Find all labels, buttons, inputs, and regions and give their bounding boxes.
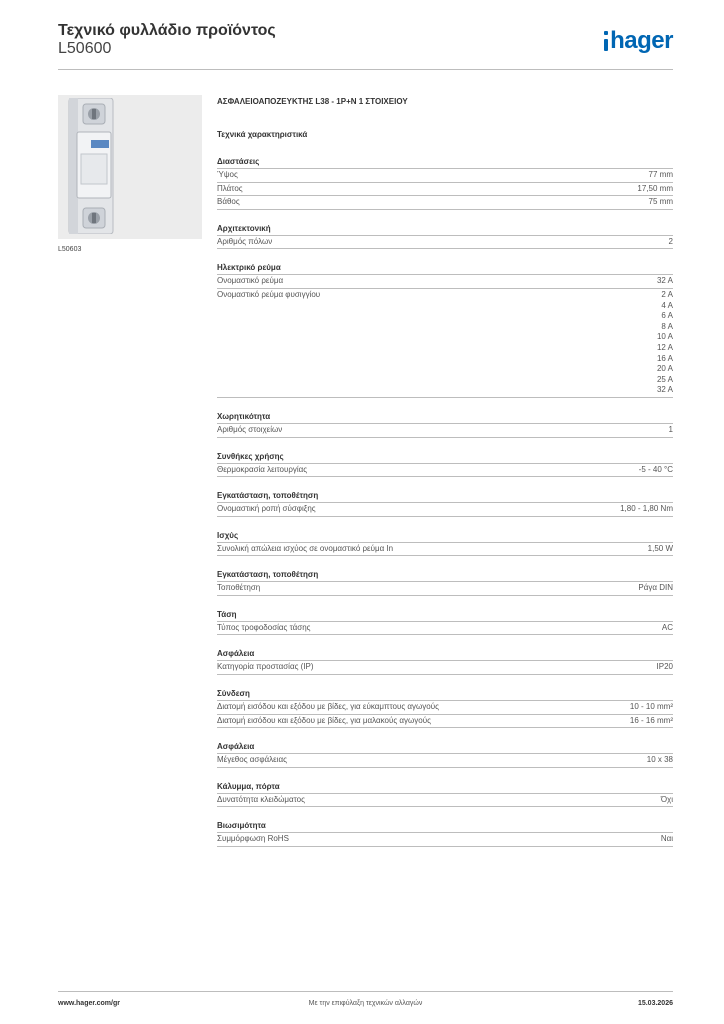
spec-value: Όχι	[660, 794, 673, 804]
spec-value: 25 A	[656, 374, 673, 384]
spec-value: 77 mm	[648, 170, 673, 179]
spec-value: 20 A	[656, 364, 673, 374]
spec-row	[217, 196, 673, 210]
spec-label: Ονομαστική ροπή σύσφιξης	[217, 504, 316, 514]
spec-value: 1,50 W	[647, 543, 673, 553]
spec-row	[217, 169, 673, 183]
spec-values	[662, 623, 673, 634]
spec-section	[217, 261, 673, 398]
spec-value: 75 mm	[648, 197, 673, 207]
section-title: Τάση	[217, 608, 673, 622]
spec-section	[217, 780, 673, 808]
spec-label: Κατηγορία προστασίας (IP)	[217, 662, 314, 672]
product-name: ΑΣΦΑΛΕΙΟΑΠΟΖΕΥΚΤΗΣ L38 - 1P+N 1 ΣΤΟΙΧΕΙΟΥ	[217, 97, 408, 106]
spec-label: Πλάτος	[217, 183, 243, 193]
spec-row	[217, 236, 673, 250]
spec-label: Βάθος	[217, 197, 240, 207]
spec-label: Μέγεθος ασφάλειας	[217, 755, 287, 765]
spec-row	[217, 833, 673, 847]
spec-values	[647, 755, 673, 766]
footer-note: Με την επιφύλαξη τεχνικών αλλαγών	[308, 1000, 423, 1007]
spec-value: AC	[661, 622, 673, 632]
spec-value: 1,80 - 1,80 Nm	[620, 504, 673, 514]
section-title: Βιωσιμότητα	[217, 819, 673, 833]
spec-label: Συμμόρφωση RoHS	[217, 834, 289, 844]
spec-label: Συνολική απώλεια ισχύος σε ονομαστικό ρεύμα In	[217, 543, 394, 553]
spec-row	[217, 424, 673, 438]
tech-characteristics-heading: Τεχνικά χαρακτηριστικά	[217, 130, 308, 139]
spec-label: Διατομή εισόδου και εξόδου με βίδες, για εύκαμπτους αγωγούς	[217, 702, 439, 712]
spec-values	[649, 197, 673, 208]
spec-label: Ύψος	[217, 170, 238, 179]
spec-value: 10 - 10 mm²	[629, 702, 673, 712]
spec-value: 2	[668, 236, 673, 246]
spec-section	[217, 568, 673, 596]
section-title: Σύνδεση	[217, 687, 673, 701]
spec-label: Δυνατότητα κλειδώματος	[217, 794, 305, 804]
spec-section	[217, 529, 673, 557]
spec-section	[217, 740, 673, 768]
spec-value: 2 A	[661, 289, 673, 299]
spec-section	[217, 222, 673, 250]
spec-value: Ναι	[660, 834, 673, 844]
spec-value: IP20	[656, 662, 673, 672]
section-title: Εγκατάσταση, τοποθέτηση	[217, 568, 673, 582]
spec-content	[217, 96, 673, 847]
section-title: Συνθήκες χρήσης	[217, 450, 673, 464]
spec-values	[657, 276, 673, 287]
spec-value: 32 A	[656, 385, 673, 395]
section-title: Εγκατάσταση, τοποθέτηση	[217, 489, 673, 503]
spec-values	[661, 795, 673, 806]
footer-date: 15.03.2026	[637, 1000, 673, 1007]
page-header	[58, 22, 673, 70]
spec-row	[217, 275, 673, 289]
spec-value: 12 A	[656, 342, 673, 352]
spec-section	[217, 450, 673, 478]
spec-values	[639, 465, 673, 476]
spec-sections	[217, 155, 673, 847]
spec-value: 16 A	[656, 353, 673, 363]
spec-row	[217, 794, 673, 808]
logo-text: hager	[610, 27, 673, 54]
page-footer	[58, 991, 673, 1007]
section-title: Ασφάλεια	[217, 647, 673, 661]
section-title: Ηλεκτρικό ρεύμα	[217, 261, 673, 275]
spec-row	[217, 543, 673, 557]
spec-value: 17,50 mm	[637, 183, 673, 193]
spec-value: 4 A	[661, 300, 673, 310]
spec-values	[657, 662, 673, 673]
spec-values	[637, 184, 673, 195]
hager-logo	[604, 28, 673, 54]
spec-value: 6 A	[661, 311, 673, 321]
logo-mark-icon	[604, 31, 608, 51]
section-title: Αρχιτεκτονική	[217, 222, 673, 236]
spec-label: Διατομή εισόδου και εξόδου με βίδες, για μαλακούς αγωγούς	[217, 715, 431, 725]
spec-label: Θερμοκρασία λειτουργίας	[217, 464, 308, 474]
spec-value: 1	[668, 424, 673, 434]
spec-row	[217, 715, 673, 729]
spec-label: Τοποθέτηση	[217, 583, 261, 593]
spec-label: Αριθμός στοιχείων	[217, 424, 283, 434]
spec-row	[217, 183, 673, 197]
spec-section	[217, 489, 673, 517]
fuse-disconnector-illustration	[63, 98, 119, 234]
spec-row	[217, 582, 673, 596]
spec-row	[217, 754, 673, 768]
section-title: Ισχύς	[217, 529, 673, 543]
spec-value: 32 A	[656, 276, 673, 286]
spec-row	[217, 622, 673, 636]
spec-value: 8 A	[661, 321, 673, 331]
section-title: Διαστάσεις	[217, 155, 673, 169]
section-title: Κάλυμμα, πόρτα	[217, 780, 673, 794]
spec-values	[649, 170, 673, 181]
spec-value: Ράγα DIN	[638, 583, 673, 593]
spec-value: 16 - 16 mm²	[629, 715, 673, 725]
spec-label: Ονομαστικό ρεύμα φυσιγγίου	[217, 289, 321, 299]
product-image	[58, 95, 202, 239]
spec-label: Τύπος τροφοδοσίας τάσης	[217, 622, 311, 632]
spec-values	[638, 583, 673, 594]
spec-values	[620, 504, 673, 515]
product-code: L50600	[58, 40, 112, 57]
spec-label: Ονομαστικό ρεύμα	[217, 276, 284, 286]
spec-section	[217, 410, 673, 438]
spec-section	[217, 608, 673, 636]
image-caption: L50603	[58, 246, 82, 253]
spec-values	[630, 702, 673, 713]
spec-section	[217, 819, 673, 847]
spec-values	[669, 425, 673, 436]
spec-values	[648, 544, 673, 555]
spec-label: Αριθμός πόλων	[217, 236, 273, 246]
spec-section	[217, 647, 673, 675]
section-title: Ασφάλεια	[217, 740, 673, 754]
spec-values	[669, 237, 673, 248]
spec-section	[217, 155, 673, 210]
section-title: Χωρητικότητα	[217, 410, 673, 424]
spec-values	[661, 834, 673, 845]
spec-values	[630, 716, 673, 727]
spec-section	[217, 687, 673, 728]
spec-row	[217, 661, 673, 675]
spec-value: -5 - 40 °C	[638, 464, 673, 474]
spec-row	[217, 464, 673, 478]
spec-values	[657, 290, 673, 396]
spec-row	[217, 701, 673, 715]
spec-row	[217, 289, 673, 398]
spec-row	[217, 503, 673, 517]
footer-url: www.hager.com/gr	[58, 1000, 120, 1007]
spec-value: 10 A	[656, 332, 673, 342]
spec-value: 10 x 38	[646, 755, 673, 765]
page-title: Τεχνικό φυλλάδιο προϊόντος	[58, 22, 276, 39]
